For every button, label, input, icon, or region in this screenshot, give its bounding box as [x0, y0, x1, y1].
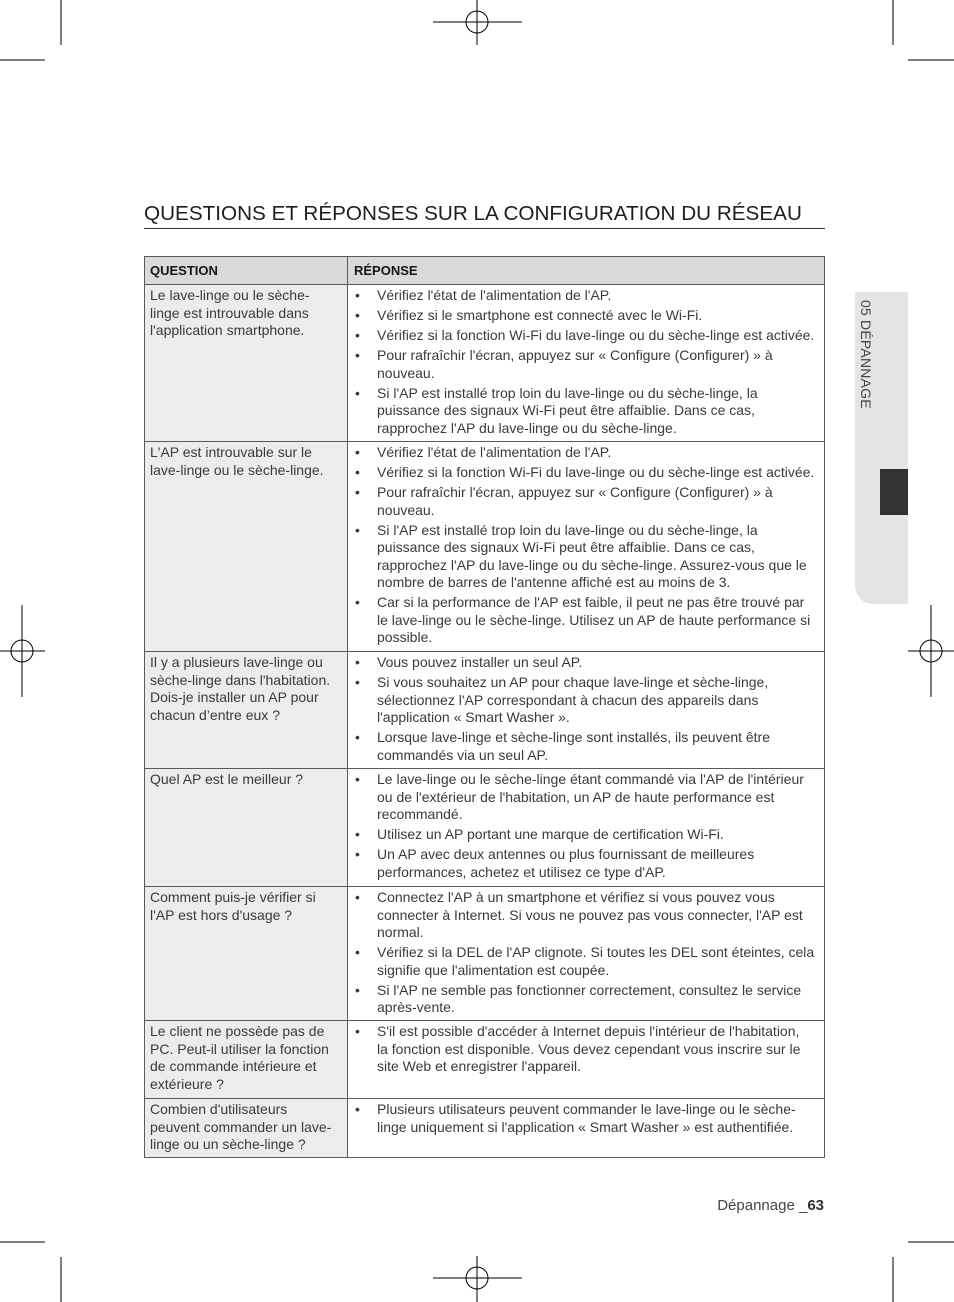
answer-list	[355, 1023, 822, 1076]
question-cell	[145, 442, 347, 651]
question-text-line: PC. Peut-il utiliser la fonction	[150, 1040, 329, 1057]
answer-bullet-item	[355, 654, 822, 672]
question-text-line: L'AP est introuvable sur le	[150, 444, 312, 460]
answer-bullet-item	[355, 464, 822, 482]
answer-text-line: nouveau.	[377, 501, 435, 518]
answer-text-line: • Plusieurs utilisateurs peuvent commander le lave-linge ou le sèche-	[377, 1101, 796, 1117]
answer-list	[355, 287, 822, 437]
page-number: 63	[807, 1197, 824, 1214]
question-text-line: de commande intérieure et	[150, 1058, 317, 1074]
answer-bullet-item	[355, 826, 822, 844]
question-cell	[145, 1021, 347, 1098]
answer-text-line: rapprochez l'AP du lave-linge ou du sèche-linge.	[377, 419, 677, 436]
column-header-question: QUESTION	[145, 257, 347, 284]
table-row	[145, 886, 824, 1020]
answer-bullet-item	[355, 594, 822, 647]
answer-text-line: • Le lave-linge ou le sèche-linge étant commandé via l'AP de l'intérieur	[377, 771, 804, 787]
answer-bullet-item	[355, 889, 822, 942]
answer-list	[355, 444, 822, 647]
answer-text-line: • Si vous souhaitez un AP pour chaque lave-linge et sèche-linge,	[377, 674, 769, 690]
answer-bullet-item	[355, 771, 822, 824]
answer-text-line: nombre de barres de l'antenne affiché est au moins de 3.	[377, 574, 731, 590]
table-header-row	[145, 257, 824, 284]
answer-bullet-item	[355, 484, 822, 519]
question-text-line: Comment puis-je vérifier si	[150, 889, 316, 905]
answer-bullet-item	[355, 287, 822, 305]
answer-text-line: • Vérifiez si la DEL de l'AP clignote. Si toutes les DEL sont éteintes, cela	[377, 944, 815, 960]
answer-bullet-item	[355, 944, 822, 979]
answer-text-line: connecter à Internet. Si vous ne pouvez pas vous connecter, l'AP est	[377, 906, 803, 923]
table-row	[145, 1098, 824, 1157]
answer-list	[355, 889, 822, 1017]
chapter-tab-label: 05 DÉPANNAGE	[858, 300, 874, 409]
answer-text-line: • Pour rafraîchir l'écran, appuyez sur « Configure (Configurer) » à	[377, 484, 773, 500]
answer-text-line: • Utilisez un AP portant une marque de certification Wi-Fi.	[377, 826, 724, 842]
answer-text-line: signifie que l'alimentation est coupée.	[377, 961, 610, 978]
title-underline	[144, 228, 825, 229]
answer-bullet-item	[355, 385, 822, 438]
answer-cell	[347, 1021, 824, 1098]
answer-list	[355, 771, 822, 881]
answer-text-line: • Pour rafraîchir l'écran, appuyez sur « Configure (Configurer) » à	[377, 347, 773, 363]
answer-text-line: site Web et enregistrer l'appareil.	[377, 1058, 581, 1074]
question-text-line: lave-linge ou le sèche-linge.	[150, 461, 324, 478]
answer-list	[355, 654, 822, 764]
question-text-line: extérieure ?	[150, 1075, 224, 1092]
table-row	[145, 651, 824, 768]
table-body	[145, 284, 824, 1157]
question-cell	[145, 769, 347, 886]
question-text-line: sèche-linge dans l'habitation.	[150, 671, 331, 688]
answer-text-line: commandés via un seul AP.	[377, 746, 548, 763]
answer-text-line: performances, achetez et utilisez ce type d'AP.	[377, 863, 666, 880]
answer-bullet-item	[355, 1101, 822, 1136]
qa-table	[144, 256, 825, 1158]
answer-bullet-item	[355, 982, 822, 1017]
answer-bullet-item	[355, 327, 822, 345]
question-text-line: l'AP est hors d'usage ?	[150, 906, 293, 923]
table-row	[145, 441, 824, 651]
registration-mark-right	[908, 605, 954, 697]
answer-text-line: recommandé.	[377, 806, 463, 822]
answer-cell	[347, 887, 824, 1020]
question-cell	[145, 285, 347, 441]
answer-text-line: • Vérifiez si la fonction Wi-Fi du lave-linge ou du sèche-linge est activée.	[377, 464, 815, 480]
answer-text-line: • S'il est possible d'accéder à Internet depuis l'intérieur de l'habitation,	[377, 1023, 800, 1039]
answer-text-line: puissance des signaux Wi-Fi peut être affaiblie. Dans ce cas,	[377, 539, 755, 555]
answer-bullet-item	[355, 729, 822, 764]
answer-text-line: rapprochez l'AP du lave-linge ou du sèche-linge. Assurez-vous que le	[377, 556, 807, 573]
page-title: QUESTIONS ET RÉPONSES SUR LA CONFIGURATION DU RÉSEAU	[144, 202, 802, 225]
answer-text-line: • Si l'AP est installé trop loin du lave-linge ou du sèche-linge, la	[377, 521, 758, 538]
question-text-line: Dois-je installer un AP pour	[150, 689, 319, 705]
question-cell	[145, 887, 347, 1020]
answer-text-line: • Car si la performance de l'AP est faible, il peut ne pas être trouvé par	[377, 594, 805, 610]
answer-text-line: ou de l'extérieur de l'habitation, un AP de haute performance est	[377, 788, 775, 805]
answer-text-line: après-vente.	[377, 999, 455, 1015]
answer-cell	[347, 442, 824, 651]
question-text-line: Il y a plusieurs lave-linge ou	[150, 654, 323, 670]
table-row	[145, 768, 824, 886]
question-text-line: linge ou un sèche-linge ?	[150, 1136, 306, 1152]
answer-text-line: sélectionnez l'AP correspondant à chacun des appareils dans	[377, 691, 759, 708]
question-text-line: Combien d'utilisateurs	[150, 1101, 288, 1117]
answer-cell	[347, 769, 824, 886]
answer-text-line: l'application « Smart Washer ».	[377, 709, 570, 725]
answer-text-line: • Lorsque lave-linge et sèche-linge sont installés, ils peuvent être	[377, 729, 771, 745]
answer-bullet-item	[355, 846, 822, 881]
answer-text-line: • Un AP avec deux antennes ou plus fournissant de meilleures	[377, 846, 755, 862]
answer-text-line: linge uniquement si l'application « Smart Washer » est authentifiée.	[377, 1118, 794, 1135]
registration-mark-bottom	[433, 1256, 522, 1302]
answer-cell	[347, 1099, 824, 1157]
question-cell	[145, 1099, 347, 1157]
answer-bullet-item	[355, 307, 822, 325]
question-cell	[145, 652, 347, 768]
answer-text-line: possible.	[377, 629, 433, 645]
chapter-tab-marker	[880, 469, 908, 515]
page-footer	[717, 1197, 824, 1215]
answer-list	[355, 1101, 822, 1136]
answer-cell	[347, 652, 824, 768]
question-text-line: Quel AP est le meilleur ?	[150, 771, 304, 787]
answer-text-line: • Si l'AP est installé trop loin du lave-linge ou du sèche-linge, la	[377, 384, 758, 401]
answer-bullet-item	[355, 444, 822, 462]
answer-bullet-item	[355, 522, 822, 592]
question-text-line: linge est introuvable dans	[150, 304, 309, 321]
answer-text-line: • Vérifiez l'état de l'alimentation de l'AP.	[377, 287, 612, 303]
table-row	[145, 284, 824, 441]
answer-bullet-item	[355, 347, 822, 382]
answer-text-line: puissance des signaux Wi-Fi peut être affaiblie. Dans ce cas,	[377, 402, 755, 418]
question-text-line: Le lave-linge ou le sèche-	[150, 287, 310, 303]
footer-section-label: Dépannage _	[717, 1197, 808, 1214]
answer-text-line: normal.	[377, 924, 424, 940]
answer-text-line: le lave-linge ou le sèche-linge. Utilisez un AP de haute performance si	[377, 611, 811, 628]
question-text-line: l'application smartphone.	[150, 322, 305, 338]
answer-text-line: • Vérifiez si la fonction Wi-Fi du lave-linge ou du sèche-linge est activée.	[377, 327, 815, 343]
answer-bullet-item	[355, 674, 822, 727]
answer-text-line: • Connectez l'AP à un smartphone et vérifiez si vous pouvez vous	[377, 889, 775, 905]
registration-mark-left	[0, 605, 45, 697]
table-row	[145, 1020, 824, 1098]
registration-mark-top	[433, 0, 522, 45]
question-text-line: Le client ne possède pas de	[150, 1023, 325, 1039]
column-header-answer: RÉPONSE	[347, 257, 824, 284]
answer-text-line: • Vous pouvez installer un seul AP.	[377, 654, 583, 670]
answer-text-line: • Vérifiez l'état de l'alimentation de l'AP.	[377, 444, 612, 460]
answer-text-line: la fonction est disponible. Vous devez cependant vous inscrire sur le	[377, 1040, 801, 1057]
answer-text-line: • Vérifiez si le smartphone est connecté avec le Wi-Fi.	[377, 307, 703, 323]
answer-bullet-item	[355, 1023, 822, 1076]
answer-cell	[347, 285, 824, 441]
answer-text-line: nouveau.	[377, 364, 435, 381]
answer-text-line: • Si l'AP ne semble pas fonctionner correctement, consultez le service	[377, 981, 802, 998]
question-text-line: chacun d’entre eux ?	[150, 706, 280, 723]
question-text-line: peuvent commander un lave-	[150, 1118, 332, 1135]
